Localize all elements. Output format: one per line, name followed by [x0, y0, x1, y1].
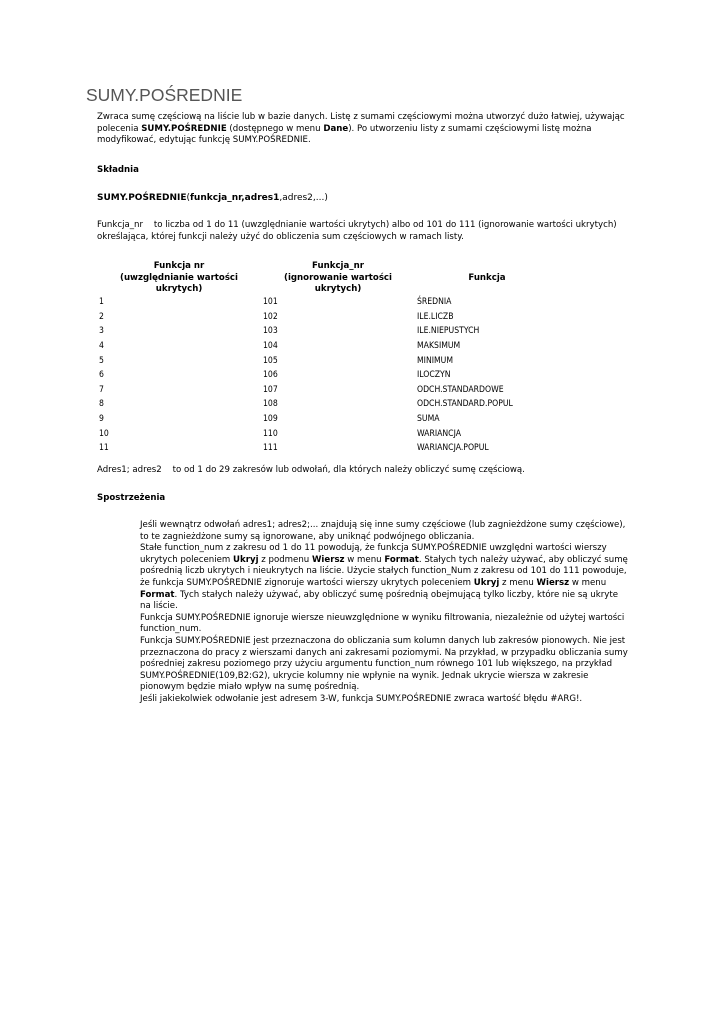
cell-ignored-number: 110	[263, 428, 278, 439]
cell-ignored-number: 102	[263, 311, 278, 322]
intro-text-1: Zwraca sumę częściową na liście lub w bazie danych. Listę z sumami częściowymi można utworzyć dużo łatwiej, używając polecenia	[97, 112, 625, 134]
remark-text: . Stałych tych należy używać, aby obliczyć sumę pośrednią liczb ukrytych i nieukrytych na liście. Użycie stałych function_Num z zakresu od 101 do 111 powoduje, że funkcja SUMY.POŚREDNIE zignoruje wartości wierszy ukrytych poleceniem	[140, 554, 628, 588]
table-row	[97, 354, 559, 369]
syntax-paren: (	[186, 193, 191, 203]
syntax-rest: ,adres2,...)	[279, 193, 328, 203]
table-row	[97, 368, 559, 383]
cell-included-number: 7	[99, 384, 104, 395]
remarks-body	[140, 520, 630, 706]
cell-function-name: ODCH.STANDARD.POPUL	[417, 399, 513, 410]
cell-ignored-number: 107	[263, 384, 278, 395]
cell-included-number: 5	[99, 355, 104, 366]
remark-bold: Wiersz	[311, 554, 345, 565]
cell-included-number: 8	[99, 399, 104, 410]
header-col-included	[97, 261, 261, 296]
cell-function-name: ILE.NIEPUSTYCH	[417, 326, 480, 337]
syntax-line	[97, 193, 637, 205]
cell-ignored-number: 106	[263, 370, 278, 381]
cell-included-number: 9	[99, 414, 104, 425]
remark-text: z podmenu	[258, 554, 312, 565]
cell-ignored-number: 103	[263, 326, 278, 337]
remarks-heading: Spostrzeżenia	[97, 493, 166, 503]
table-row	[97, 398, 559, 413]
remark-bold: Wiersz	[536, 577, 570, 588]
syntax-heading: Składnia	[97, 165, 139, 175]
remark-bold: Format	[140, 589, 175, 600]
table-row	[97, 310, 559, 325]
remark-text: Stałe function_num z zakresu od 1 do 11 powodują, że funkcja SUMY.POŚREDNIE uwzględni wartości wierszy ukrytych poleceniem	[140, 543, 607, 565]
header-col-ignored	[261, 261, 415, 296]
cell-included-number: 10	[99, 428, 109, 439]
syntax-arg2: adres1	[244, 193, 280, 203]
cell-function-name: ILE.LICZB	[417, 311, 454, 322]
remark-text: w menu	[569, 577, 607, 588]
cell-function-name: ŚREDNIA	[417, 297, 452, 308]
cell-function-name: MAKSIMUM	[417, 341, 461, 352]
remark-3d-reference: Jeśli jakiekolwiek odwołanie jest adresem 3-W, funkcja SUMY.POŚREDNIE zwraca wartość błędu #ARG!.	[140, 693, 583, 704]
remark-text: w menu	[344, 554, 385, 565]
table-row	[97, 296, 559, 311]
cell-ignored-number: 108	[263, 399, 278, 410]
remark-text: . Tych stałych należy używać, aby obliczyć sumę pośrednią obejmującą tylko liczby, które nie są ukryte na liście.	[140, 589, 619, 612]
cell-function-name: MINIMUM	[417, 355, 454, 366]
remark-filtered-rows: Funkcja SUMY.POŚREDNIE ignoruje wiersze nieuwzględnione w wyniku filtrowania, niezależnie od użytej wartości function_num.	[140, 612, 625, 635]
cell-included-number: 11	[99, 443, 109, 454]
table-header-row	[97, 261, 559, 296]
funkcja-nr-description: Funkcja_nr to liczba od 1 do 11 (uwzględnianie wartości ukrytych) albo od 101 do 111 (ignorowanie wartości ukrytych) określająca, której funkcji należy użyć do obliczenia sum częściowych w ramach listy.	[97, 220, 620, 242]
header-col1-line2: (uwzględnianie wartości ukrytych)	[120, 272, 238, 294]
intro-bold-fn: SUMY.POŚREDNIE	[141, 123, 227, 134]
syntax-arg1: funkcja_nr	[190, 193, 242, 203]
cell-included-number: 4	[99, 341, 104, 352]
remark-constants	[140, 543, 630, 613]
cell-included-number: 6	[99, 370, 104, 381]
intro-text-2: (dostępnego w menu	[226, 123, 324, 134]
cell-function-name: SUMA	[417, 414, 440, 425]
cell-ignored-number: 101	[263, 297, 278, 308]
intro-text-3: ). Po utworzeniu listy z sumami częściowymi listę można modyfikować, edytując funkcję SUMY.POŚREDNIE.	[97, 123, 592, 146]
header-col2-line1: Funkcja_nr	[312, 261, 364, 271]
syntax-comma: ,	[241, 193, 245, 203]
table-row	[97, 441, 559, 456]
remark-bold: Ukryj	[233, 554, 259, 565]
remark-text: z menu	[499, 577, 537, 588]
syntax-fn-name: SUMY.POŚREDNIE	[97, 193, 187, 203]
header-col-function: Funkcja	[468, 272, 506, 283]
table-row	[97, 339, 559, 354]
intro-bold-menu: Dane	[323, 123, 349, 134]
cell-ignored-number: 104	[263, 341, 278, 352]
table-row	[97, 412, 559, 427]
intro-paragraph	[97, 112, 637, 147]
table-row	[97, 383, 559, 398]
cell-function-name: ODCH.STANDARDOWE	[417, 384, 504, 395]
functions-table	[97, 261, 559, 456]
table-body	[97, 296, 559, 457]
header-col2-line2: (ignorowanie wartości ukrytych)	[284, 272, 392, 294]
cell-ignored-number: 109	[263, 414, 278, 425]
remark-nested-subtotals: Jeśli wewnątrz odwołań adres1; adres2;... znajdują się inne sumy częściowe (lub zagnieżdżone sumy częściowe), to te zagnieżdżone sumy są ignorowane, aby uniknąć podwójnego obliczania.	[140, 520, 626, 542]
header-col1-line1: Funkcja nr	[153, 261, 205, 271]
remark-bold: Format	[384, 554, 419, 565]
cell-included-number: 2	[99, 311, 104, 322]
page-title: SUMY.POŚREDNIE	[86, 85, 243, 105]
cell-function-name: WARIANCJA	[417, 428, 461, 439]
remark-bold: Ukryj	[473, 577, 500, 588]
table-row	[97, 427, 559, 442]
table-row	[97, 325, 559, 340]
cell-function-name: WARIANCJA.POPUL	[417, 443, 489, 454]
cell-included-number: 1	[99, 297, 104, 308]
cell-ignored-number: 111	[263, 443, 278, 454]
remark-vertical-ranges: Funkcja SUMY.POŚREDNIE jest przeznaczona do obliczania sum kolumn danych lub zakresów pionowych. Nie jest przeznaczona do pracy z wierszami danych ani zakresami poziomymi. Na przykład, w przypadku obliczania sumy pośredniej zakresu poziomego przy użyciu argumentu function_num równego 101 lub większego, na przykład SUMY.POŚREDNIE(109,B2:G2), ukrycie kolumny nie wpłynie na wynik. Jednak ukrycie wiersza w zakresie pionowym będzie miało wpływ na sumę pośrednią.	[140, 635, 628, 693]
cell-function-name: ILOCZYN	[417, 370, 451, 381]
adres-description: Adres1; adres2 to od 1 do 29 zakresów lub odwołań, dla których należy obliczyć sumę częściową.	[97, 465, 525, 475]
cell-included-number: 3	[99, 326, 104, 337]
cell-ignored-number: 105	[263, 355, 278, 366]
